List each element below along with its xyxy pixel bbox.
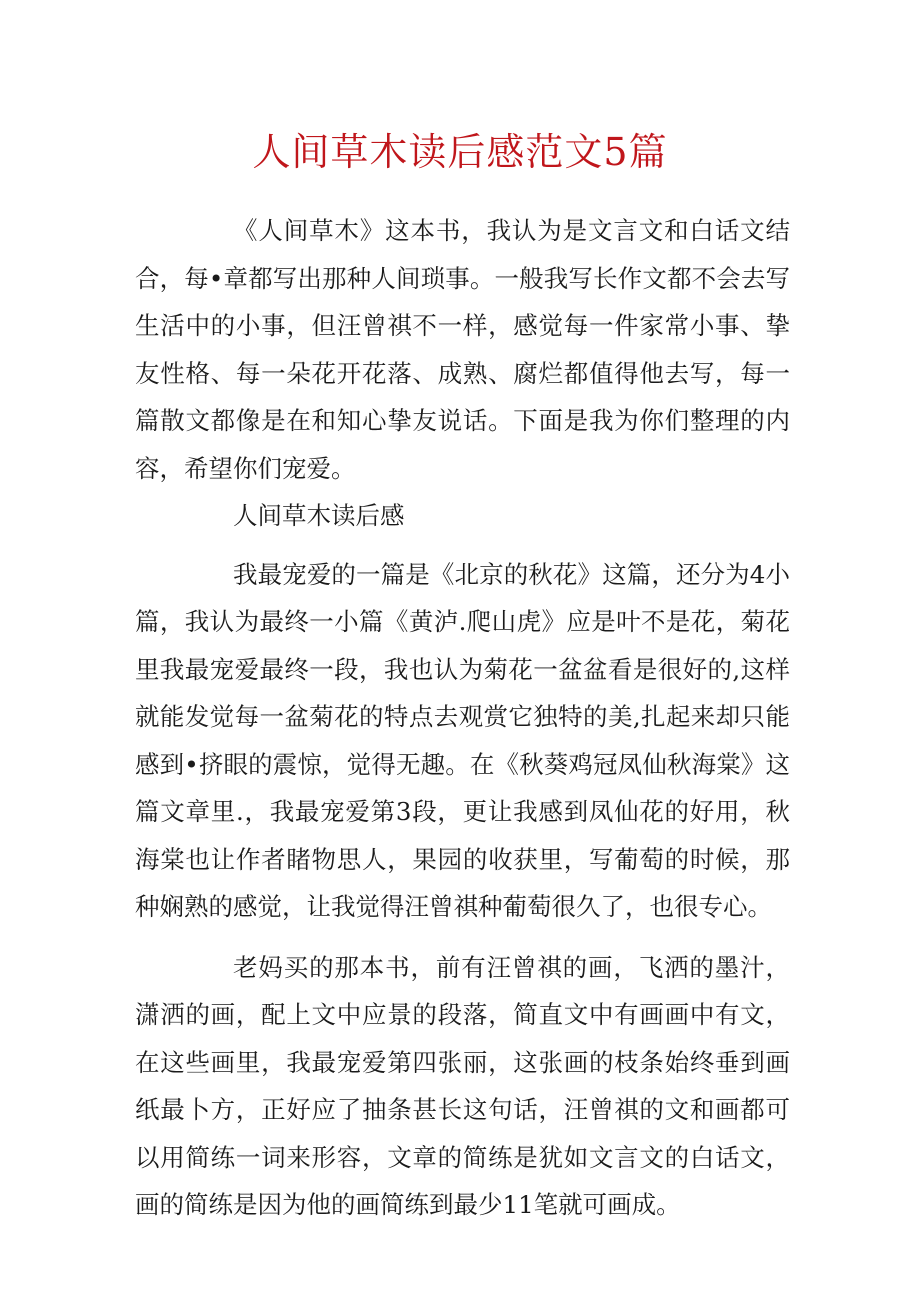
document-body — [135, 207, 790, 1229]
intro-paragraph: 《人间草木》这本书，我认为是文言文和白话文结合，每•章都写出那种人间琐事。一般我写长作文都不会去写生活中的小事，但汪曾祺不一样，感觉每一件家常小事、挚友性格、每一朵花开花落、成熟、腐烂都值得他去写，每一篇散文都像是在和知心挚友说话。下面是我为你们整理的内容，希望你们宠爱。 — [135, 216, 790, 483]
body-paragraph-1: 我最宠爱的一篇是《北京的秋花》这篇，还分为4小篇，我认为最终一小篇《黄泸.爬山虎》应是叶不是花，菊花里我最宠爱最终一段，我也认为菊花一盆盆看是很好的,这样就能发觉每一盆菊花的特点去观赏它独特的美,扎起来却只能感到•挤眼的震惊，觉得无趣。在《秋葵鸡冠凤仙秋海棠》这篇文章里.，我最宠爱第3段，更让我感到凤仙花的好用，秋海棠也让作者睹物思人，果园的收获里，写葡萄的时候，那种娴熟的感觉，让我觉得汪曾祺种葡萄很久了，也很专心。 — [135, 559, 790, 921]
section-subheading: 人间草木读后感 — [233, 501, 405, 530]
body-paragraph-2: 老妈买的那本书，前有汪曾祺的画，飞洒的墨汁，潇洒的画，配上文中应景的段落，简直文中有画画中有文，在这些画里，我最宠爱第四张丽，这张画的枝条始终垂到画纸最卜方，正好应了抽条甚长这句话，汪曾祺的文和画都可以用简练一词来形容，文章的简练是犹如文言文的白话文，画的简练是因为他的画简练到最少11笔就可画成。 — [135, 952, 790, 1219]
document-title: 人间草木读后感范文5篇 — [252, 130, 668, 174]
